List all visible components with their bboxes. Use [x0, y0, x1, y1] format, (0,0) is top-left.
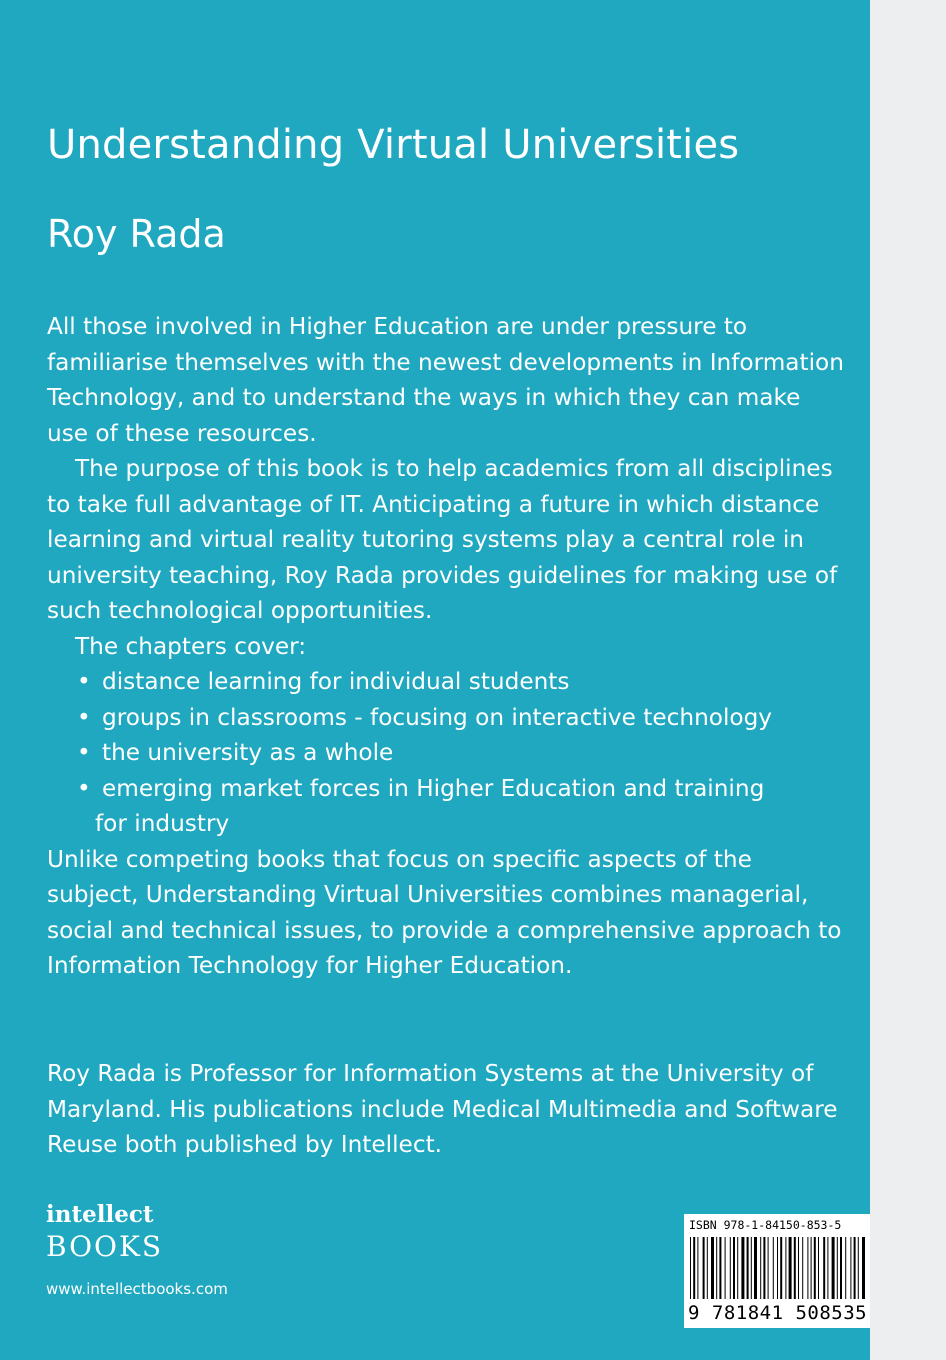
barcode-bar	[737, 1237, 738, 1299]
book-title: Understanding Virtual Universities	[47, 122, 740, 168]
barcode-bar	[777, 1237, 778, 1299]
publisher-logo-name: intellect	[46, 1201, 154, 1228]
author-bio: Roy Rada is Professor for Information Systems at the University of Maryland. His publications include Medical Multimedia and Software Reuse both published by Intellect.	[47, 1060, 838, 1158]
barcode-bar	[807, 1237, 808, 1299]
chapter-text-continuation: for industry	[95, 810, 230, 837]
barcode-bar	[794, 1237, 796, 1299]
chapter-text: the university as a whole	[102, 739, 394, 766]
barcode-bar	[725, 1237, 726, 1299]
barcode-bar	[768, 1237, 769, 1299]
barcode-bar	[858, 1237, 859, 1299]
chapter-text: distance learning for individual students	[102, 668, 570, 695]
barcode-bar	[754, 1237, 757, 1299]
barcode-bar	[818, 1237, 819, 1299]
barcode-bar	[760, 1237, 761, 1299]
chapter-item	[77, 664, 847, 700]
chapter-text: emerging market forces in Higher Education and training	[102, 774, 765, 802]
bullet-icon: •	[77, 668, 91, 695]
barcode-bar	[780, 1237, 782, 1299]
barcode-bar	[823, 1237, 825, 1299]
barcode-bar	[707, 1237, 708, 1299]
blurb-paragraph-3: Unlike competing books that focus on specific aspects of the subject, Understanding Virtual Universities combines managerial, social and technical issues, to provide a comprehensive approach to Information Technology for Higher Education.	[47, 845, 842, 979]
barcode-bar	[850, 1237, 851, 1299]
barcode-bar	[733, 1237, 735, 1299]
ean-digits: 9 781841 508535	[688, 1302, 868, 1324]
bullet-icon: •	[77, 774, 91, 802]
bullet-icon: •	[77, 739, 91, 766]
blurb	[47, 309, 847, 984]
barcode-bar	[693, 1237, 695, 1299]
chapter-list	[47, 664, 847, 842]
barcode-bar	[741, 1237, 744, 1299]
blurb-paragraph-2: The purpose of this book is to help academics from all disciplines to take full advantage of IT. Anticipating a future in which distance learning and virtual reality tutoring systems play a central role in university teaching, Roy Rada provides guidelines for making use of such technological opportunities.	[47, 455, 838, 624]
barcode-bar	[862, 1237, 865, 1299]
barcode-bar	[747, 1237, 749, 1299]
barcode-bar	[827, 1237, 828, 1299]
barcode-bar	[854, 1237, 856, 1299]
bullet-icon: •	[77, 703, 91, 731]
barcode-bar	[845, 1237, 846, 1299]
barcode-bar	[716, 1237, 717, 1299]
book-author: Roy Rada	[47, 212, 226, 256]
barcode-bar	[840, 1237, 842, 1299]
chapter-item	[77, 771, 847, 842]
barcode-bar	[763, 1237, 765, 1299]
barcode-bar	[711, 1237, 714, 1299]
barcode-bar	[773, 1237, 774, 1299]
barcode-bar	[802, 1237, 803, 1299]
chapters-heading: The chapters cover:	[75, 632, 307, 660]
barcode-bar	[814, 1237, 816, 1299]
barcode-bar	[719, 1237, 721, 1299]
isbn-label: ISBN 978-1-84150-853-5	[689, 1218, 842, 1232]
barcode	[684, 1214, 870, 1328]
barcode-bar	[703, 1237, 705, 1299]
barcode-bar	[789, 1237, 792, 1299]
barcode-bar	[837, 1237, 838, 1299]
barcode-bars	[690, 1237, 866, 1303]
chapter-item	[77, 735, 847, 771]
cover-edge	[870, 0, 946, 1360]
chapter-text: groups in classrooms - focusing on interactive technology	[102, 703, 773, 731]
barcode-bar	[730, 1237, 731, 1299]
barcode-bar	[690, 1237, 691, 1299]
barcode-bar	[751, 1237, 752, 1299]
blurb-paragraph-1: All those involved in Higher Education are under pressure to familiarise themselves with the newest developments in Information Technology, and to understand the ways in which they can make use of these resources.	[47, 313, 844, 447]
barcode-bar	[811, 1237, 812, 1299]
chapter-item	[77, 700, 847, 736]
barcode-bar	[798, 1237, 799, 1299]
barcode-bar	[785, 1237, 786, 1299]
publisher-url: www.intellectbooks.com	[46, 1280, 228, 1298]
publisher-logo-imprint: BOOKS	[46, 1230, 164, 1263]
barcode-bar	[832, 1237, 835, 1299]
barcode-bar	[697, 1237, 698, 1299]
